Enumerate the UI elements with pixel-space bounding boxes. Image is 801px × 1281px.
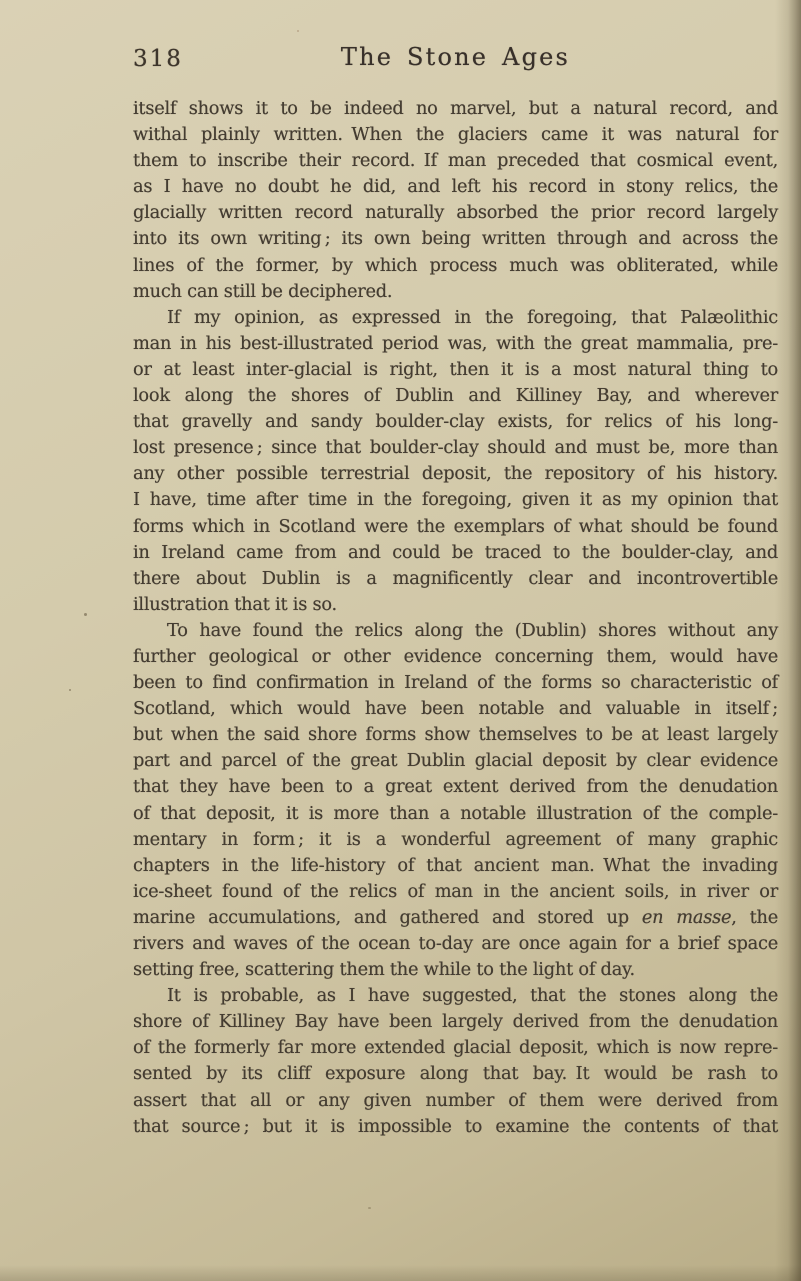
dust-speck: [69, 689, 71, 691]
text-segment: or at least inter-glacial is right, then it is a most natural thing to: [133, 358, 778, 380]
text-segment: mentary in form ; it is a wonderful agreement of many graphic: [133, 828, 778, 850]
text-line: [133, 1061, 778, 1087]
text-line: [133, 1035, 778, 1061]
text-line: [133, 279, 778, 305]
text-line: [133, 801, 778, 827]
text-segment: been to find confirmation in Ireland of the forms so characteristic of: [133, 672, 778, 694]
text-line: [133, 331, 778, 357]
paragraph: [133, 305, 778, 618]
text-segment: in Ireland came from and could be traced to the boulder-clay, and: [133, 541, 778, 563]
dust-speck: [297, 30, 299, 32]
running-title: The Stone Ages: [340, 43, 571, 71]
italic-text: en masse: [641, 906, 732, 928]
text-line: [133, 226, 778, 252]
text-line: [133, 96, 778, 122]
text-segment: part and parcel of the great Dublin glacial deposit by clear evidence: [133, 750, 778, 772]
text-segment: shore of Killiney Bay have been largely derived from the denudation: [133, 1011, 778, 1033]
text-line: [133, 253, 778, 279]
paragraph: [133, 618, 778, 983]
text-segment: any other possible terrestrial deposit, the repository of his history.: [133, 463, 778, 485]
text-line: [133, 748, 778, 774]
text-line: [133, 122, 778, 148]
text-segment: sented by its cliff exposure along that bay. It would be rash to: [133, 1063, 778, 1085]
text-segment: of that deposit, it is more than a notable illustration of the comple-: [133, 802, 778, 824]
body-text: [133, 96, 778, 1140]
text-segment: , the: [731, 906, 778, 928]
paragraph: [133, 96, 778, 305]
text-segment: glacially written record naturally absorbed the prior record largely: [133, 202, 778, 224]
text-segment: that gravelly and sandy boulder-clay exists, for relics of his long-: [133, 411, 778, 433]
text-line: [133, 357, 778, 383]
text-segment: setting free, scattering them the while to the light of day.: [133, 959, 635, 981]
text-segment: them to inscribe their record. If man preceded that cosmical event,: [133, 150, 778, 172]
text-segment: much can still be deciphered.: [133, 280, 393, 302]
text-segment: rivers and waves of the ocean to-day are once again for a brief space: [133, 933, 778, 954]
text-segment: further geological or other evidence concerning them, would have: [133, 645, 778, 667]
text-segment: itself shows it to be indeed no marvel, but a natural record, and: [133, 98, 778, 119]
text-line: [133, 879, 778, 905]
text-segment: assert that all or any given number of them were derived from: [133, 1089, 778, 1111]
text-segment: withal plainly written. When the glaciers came it was natural for: [133, 124, 778, 146]
text-line: [133, 174, 778, 200]
text-segment: illustration that it is so.: [133, 593, 337, 615]
text-line: [133, 383, 778, 409]
page-header: [133, 42, 778, 76]
dust-speck: [368, 1207, 371, 1209]
text-line: [133, 435, 778, 461]
text-line: [133, 1088, 778, 1114]
text-line: [133, 540, 778, 566]
text-line: [133, 1114, 778, 1140]
text-segment: marine accumulations, and gathered and stored up: [133, 906, 642, 928]
text-line: [133, 853, 778, 879]
text-line: [133, 487, 778, 513]
text-segment: forms which in Scotland were the exemplars of what should be found: [133, 515, 778, 537]
text-segment: ice-sheet found of the relics of man in the ancient soils, in river or: [133, 880, 778, 902]
paragraph: [133, 983, 778, 1140]
text-line: [133, 566, 778, 592]
text-line: [133, 1009, 778, 1035]
text-segment: lost presence ; since that boulder-clay should and must be, more than: [133, 437, 778, 459]
text-segment: If my opinion, as expressed in the foregoing, that Palæolithic: [167, 306, 778, 328]
text-line: [133, 644, 778, 670]
text-line: [133, 148, 778, 174]
text-line: [133, 983, 778, 1009]
page-number: 318: [133, 46, 183, 72]
text-segment: It is probable, as I have suggested, that the stones along the: [167, 985, 778, 1007]
text-line: [133, 670, 778, 696]
text-segment: into its own writing ; its own being written through and across the: [133, 228, 778, 250]
text-line: [133, 461, 778, 487]
text-segment: as I have no doubt he did, and left his record in stony relics, the: [133, 176, 778, 198]
text-line: [133, 905, 778, 931]
text-segment: that source ; but it is impossible to examine the contents of that: [133, 1115, 778, 1137]
text-segment: of the formerly far more extended glacial deposit, which is now repre-: [133, 1037, 778, 1059]
text-line: [133, 592, 778, 618]
text-segment: man in his best-illustrated period was, with the great mammalia, pre-: [133, 332, 778, 354]
text-segment: but when the said shore forms show themselves to be at least largely: [133, 724, 778, 746]
text-line: [133, 957, 778, 983]
text-segment: To have found the relics along the (Dublin) shores without any: [167, 619, 778, 641]
text-segment: there about Dublin is a magnificently clear and incontrovertible: [133, 567, 778, 589]
text-line: [133, 774, 778, 800]
text-line: [133, 409, 778, 435]
text-segment: Scotland, which would have been notable and valuable in itself ;: [133, 698, 778, 720]
text-line: [133, 696, 778, 722]
text-line: [133, 827, 778, 853]
text-segment: look along the shores of Dublin and Killiney Bay, and wherever: [133, 385, 778, 407]
text-line: [133, 200, 778, 226]
text-line: [133, 722, 778, 748]
text-line: [133, 931, 778, 957]
dust-speck: [84, 613, 87, 616]
text-segment: I have, time after time in the foregoing, given it as my opinion that: [133, 489, 778, 511]
text-line: [133, 305, 778, 331]
text-segment: chapters in the life-history of that ancient man. What the invading: [133, 854, 778, 876]
text-segment: that they have been to a great extent derived from the denudation: [133, 776, 778, 798]
text-line: [133, 618, 778, 644]
text-segment: lines of the former, by which process much was obliterated, while: [133, 254, 778, 276]
text-line: [133, 514, 778, 540]
